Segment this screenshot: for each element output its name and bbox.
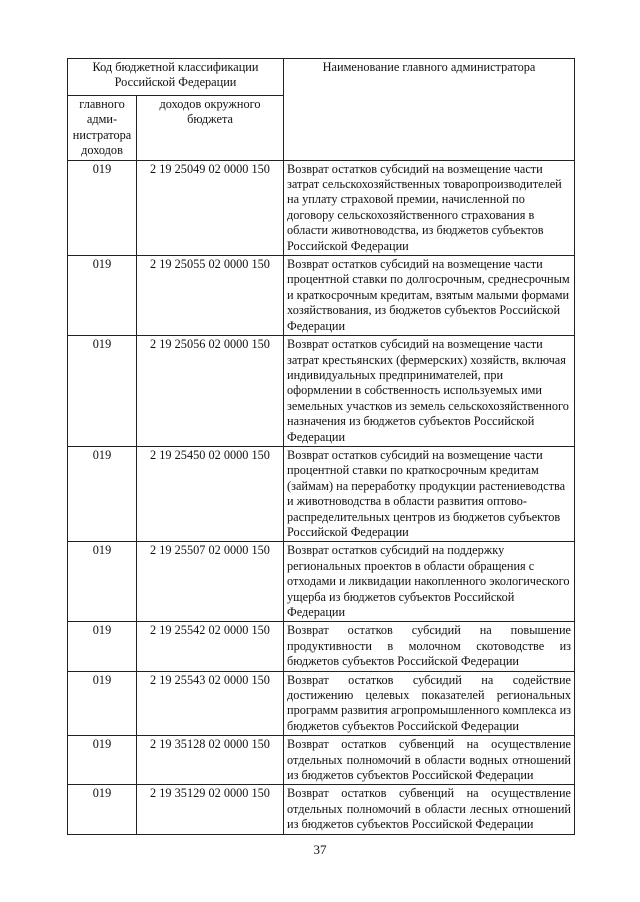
administrator-name-cell: Возврат остатков субсидий на возмещение части процентной ставки по краткосрочным кредитам (займам) на переработку продукции растениеводства и животноводства в области развития оптово-распределительных центров из бюджетов субъектов Российской Федерации: [284, 446, 575, 541]
table-row: [68, 622, 575, 671]
table-row: [68, 160, 575, 255]
table-row: [68, 785, 575, 834]
admin-code-cell: 019: [68, 736, 137, 785]
table-row: [68, 256, 575, 336]
admin-code-cell: 019: [68, 256, 137, 336]
header-administrator-name: Наименование главного администратора: [284, 59, 575, 161]
admin-code-cell: 019: [68, 446, 137, 541]
admin-code-cell: 019: [68, 542, 137, 622]
page-number: 37: [313, 842, 327, 857]
income-code-cell: 2 19 25542 02 0000 150: [137, 622, 284, 671]
income-code-cell: 2 19 25055 02 0000 150: [137, 256, 284, 336]
administrator-name-cell: Возврат остатков субвенций на осуществление отдельных полномочий в области лесных отношений из бюджетов субъектов Российской Федерации: [284, 785, 575, 834]
admin-code-cell: 019: [68, 671, 137, 736]
administrator-name-cell: Возврат остатков субсидий на возмещение части процентной ставки по долгосрочным, среднесрочным и краткосрочным кредитам, взятым малыми формами хозяйствования, из бюджетов субъектов Российской Федерации: [284, 256, 575, 336]
table-row: [68, 542, 575, 622]
table-row: [68, 336, 575, 447]
admin-code-cell: 019: [68, 622, 137, 671]
administrator-name-cell: Возврат остатков субсидий на возмещение части затрат крестьянских (фермерских) хозяйств, включая индивидуальных предпринимателей, при оформлении в собственность используемых ими земельных участков из земель сельскохозяйственного назначения из бюджетов субъектов Российской Федерации: [284, 336, 575, 447]
table-row: [68, 736, 575, 785]
header-code-group: Код бюджетной классификации Российской Федерации: [68, 59, 284, 96]
admin-code-cell: 019: [68, 336, 137, 447]
income-code-cell: 2 19 35128 02 0000 150: [137, 736, 284, 785]
income-code-cell: 2 19 25450 02 0000 150: [137, 446, 284, 541]
admin-code-cell: 019: [68, 160, 137, 255]
income-code-cell: 2 19 25507 02 0000 150: [137, 542, 284, 622]
table-row: [68, 671, 575, 736]
administrator-name-cell: Возврат остатков субсидий на содействие достижению целевых показателей региональных программ развития агропромышленного комплекса из бюджетов субъектов Российской Федерации: [284, 671, 575, 736]
administrator-name-cell: Возврат остатков субсидий на возмещение части затрат сельскохозяйственных товаропроизводителей на уплату страховой премии, начисленной по договору сельскохозяйственного страхования в области животноводства, из бюджетов субъектов Российской Федерации: [284, 160, 575, 255]
admin-code-cell: 019: [68, 785, 137, 834]
income-code-cell: 2 19 35129 02 0000 150: [137, 785, 284, 834]
budget-classification-table: [67, 58, 575, 835]
header-district-budget-income: доходов окружного бюджета: [137, 96, 284, 161]
income-code-cell: 2 19 25049 02 0000 150: [137, 160, 284, 255]
income-code-cell: 2 19 25056 02 0000 150: [137, 336, 284, 447]
header-row-top: [68, 59, 575, 96]
table-row: [68, 446, 575, 541]
administrator-name-cell: Возврат остатков субвенций на осуществление отдельных полномочий в области водных отношений из бюджетов субъектов Российской Федерации: [284, 736, 575, 785]
administrator-name-cell: Возврат остатков субсидий на поддержку региональных проектов в области обращения с отходами и ликвидации накопленного экологического ущерба из бюджетов субъектов Российской Федерации: [284, 542, 575, 622]
income-code-cell: 2 19 25543 02 0000 150: [137, 671, 284, 736]
administrator-name-cell: Возврат остатков субсидий на повышение продуктивности в молочном скотоводстве из бюджетов субъектов Российской Федерации: [284, 622, 575, 671]
header-main-administrator: главного адми-нистратора доходов: [68, 96, 137, 161]
